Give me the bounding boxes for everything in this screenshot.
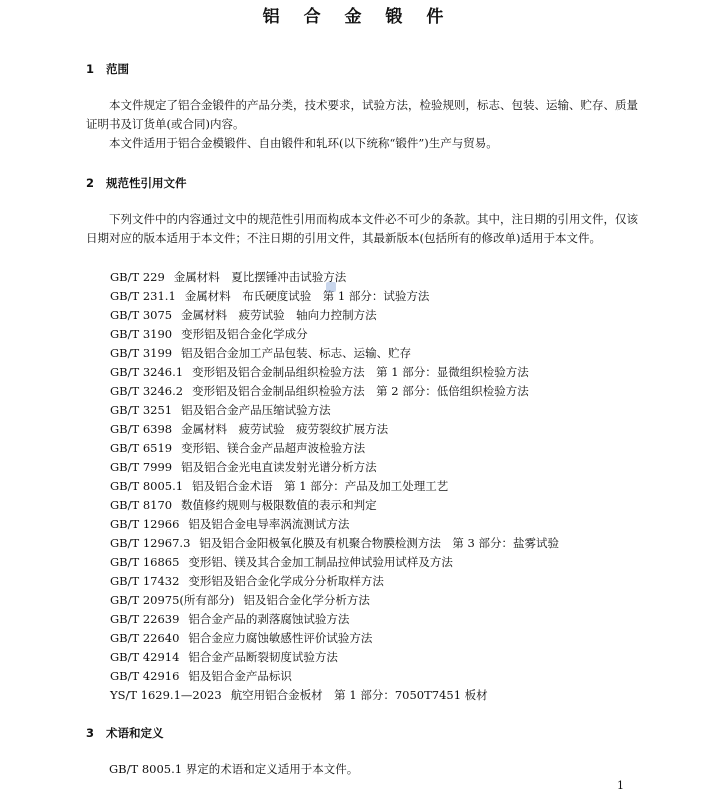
reference-title: 数值修约规则与极限数值的表示和判定 [181,498,377,512]
reference-title: 铝及铝合金产品压缩试验方法 [181,403,331,417]
reference-item [110,363,559,382]
reference-code: GB/T 22639 [110,612,180,626]
reference-item [110,458,559,477]
reference-item [110,401,559,420]
reference-code: GB/T 3075 [110,308,173,322]
reference-item [110,325,559,344]
reference-title: 铝合金应力腐蚀敏感性评价试验方法 [188,631,373,645]
reference-item [110,572,559,591]
reference-title: 铝及铝合金化学分析方法 [243,593,370,607]
reference-item [110,686,559,705]
document-title: 铝 合 金 锻 件 [262,7,453,27]
section-2-title: 规范性引用文件 [106,176,187,190]
scope-paragraph-1: 本文件规定了铝合金锻件的产品分类，技术要求，试验方法，检验规则，标志、包装、运输、贮存、质量证明书及订货单(或合同)内容。 [86,98,638,131]
reference-title: 金属材料 夏比摆锤冲击试验方法 [173,270,347,284]
reference-item [110,439,559,458]
reference-code: GB/T 42914 [110,650,180,664]
reference-item [110,420,559,439]
reference-code: GB/T 6398 [110,422,173,436]
reference-title: 变形铝及铝合金化学成分 [181,327,308,341]
reference-title: 铝及铝合金术语 第 1 部分：产品及加工处理工艺 [192,479,449,493]
reference-code: GB/T 8170 [110,498,173,512]
reference-title: 金属材料 疲劳试验 疲劳裂纹扩展方法 [181,422,389,436]
reference-list [110,268,559,705]
reference-title: 铝及铝合金产品标识 [188,669,292,683]
reference-item [110,344,559,363]
reference-title: 航空用铝合金板材 第 1 部分：7050T7451 板材 [230,688,488,702]
reference-item [110,629,559,648]
section-3-title: 术语和定义 [106,726,164,740]
reference-title: 变形铝及铝合金制品组织检验方法 第 1 部分：显微组织检验方法 [192,365,529,379]
section-2-number: 2 [86,176,95,190]
reference-item [110,534,559,553]
reference-code: YS/T 1629.1—2023 [110,688,222,702]
section-2-heading [86,175,187,191]
reference-title: 铝及铝合金电导率涡流测试方法 [188,517,350,531]
reference-code: GB/T 6519 [110,441,173,455]
reference-code: GB/T 12967.3 [110,536,191,550]
normative-references-intro: 下列文件中的内容通过文中的规范性引用而构成本文件必不可少的条款。其中，注日期的引用文件，仅该日期对应的版本适用于本文件；不注日期的引用文件，其最新版本(包括所有的修改单)适用于本文件。 [86,212,638,245]
reference-code: GB/T 231.1 [110,289,176,303]
reference-title: 铝及铝合金光电直读发射光谱分析方法 [181,460,377,474]
reference-title: 变形铝及铝合金制品组织检验方法 第 2 部分：低倍组织检验方法 [192,384,529,398]
reference-code: GB/T 8005.1 [110,479,184,493]
section-1-number: 1 [86,62,95,76]
reference-item [110,306,559,325]
reference-title: 铝及铝合金加工产品包装、标志、运输、贮存 [181,346,412,360]
reference-title: 金属材料 布氏硬度试验 第 1 部分：试验方法 [184,289,430,303]
reference-code: GB/T 229 [110,270,165,284]
reference-item [110,667,559,686]
reference-code: GB/T 3190 [110,327,173,341]
reference-code: GB/T 42916 [110,669,180,683]
reference-code: GB/T 20975(所有部分) [110,593,235,607]
reference-item [110,591,559,610]
reference-item [110,610,559,629]
reference-code: GB/T 12966 [110,517,180,531]
terms-paragraph: GB/T 8005.1 界定的术语和定义适用于本文件。 [109,762,359,776]
reference-code: GB/T 7999 [110,460,173,474]
reference-title: 金属材料 疲劳试验 轴向力控制方法 [181,308,377,322]
section-3-number: 3 [86,726,95,740]
reference-item [110,477,559,496]
reference-title: 铝及铝合金阳极氧化膜及有机聚合物膜检测方法 第 3 部分：盐雾试验 [199,536,560,550]
reference-title: 铝合金产品的剥落腐蚀试验方法 [188,612,350,626]
page-number: 1 [617,779,624,792]
reference-item [110,515,559,534]
reference-title: 铝合金产品断裂韧度试验方法 [188,650,338,664]
reference-code: GB/T 3246.1 [110,365,184,379]
reference-code: GB/T 3251 [110,403,173,417]
watermark-icon [325,281,337,293]
section-1-heading [86,61,129,77]
reference-item [110,496,559,515]
reference-title: 变形铝、镁及其合金加工制品拉伸试验用试样及方法 [188,555,453,569]
reference-item [110,382,559,401]
reference-title: 变形铝及铝合金化学成分分析取样方法 [188,574,384,588]
reference-code: GB/T 17432 [110,574,180,588]
reference-code: GB/T 16865 [110,555,180,569]
scope-paragraph-2: 本文件适用于铝合金模锻件、自由锻件和轧环(以下统称“锻件”)生产与贸易。 [109,136,498,150]
reference-code: GB/T 3246.2 [110,384,184,398]
reference-item [110,648,559,667]
section-1-title: 范围 [106,62,129,76]
reference-code: GB/T 22640 [110,631,180,645]
reference-item [110,553,559,572]
section-3-heading [86,725,164,741]
reference-code: GB/T 3199 [110,346,173,360]
reference-title: 变形铝、镁合金产品超声波检验方法 [181,441,366,455]
